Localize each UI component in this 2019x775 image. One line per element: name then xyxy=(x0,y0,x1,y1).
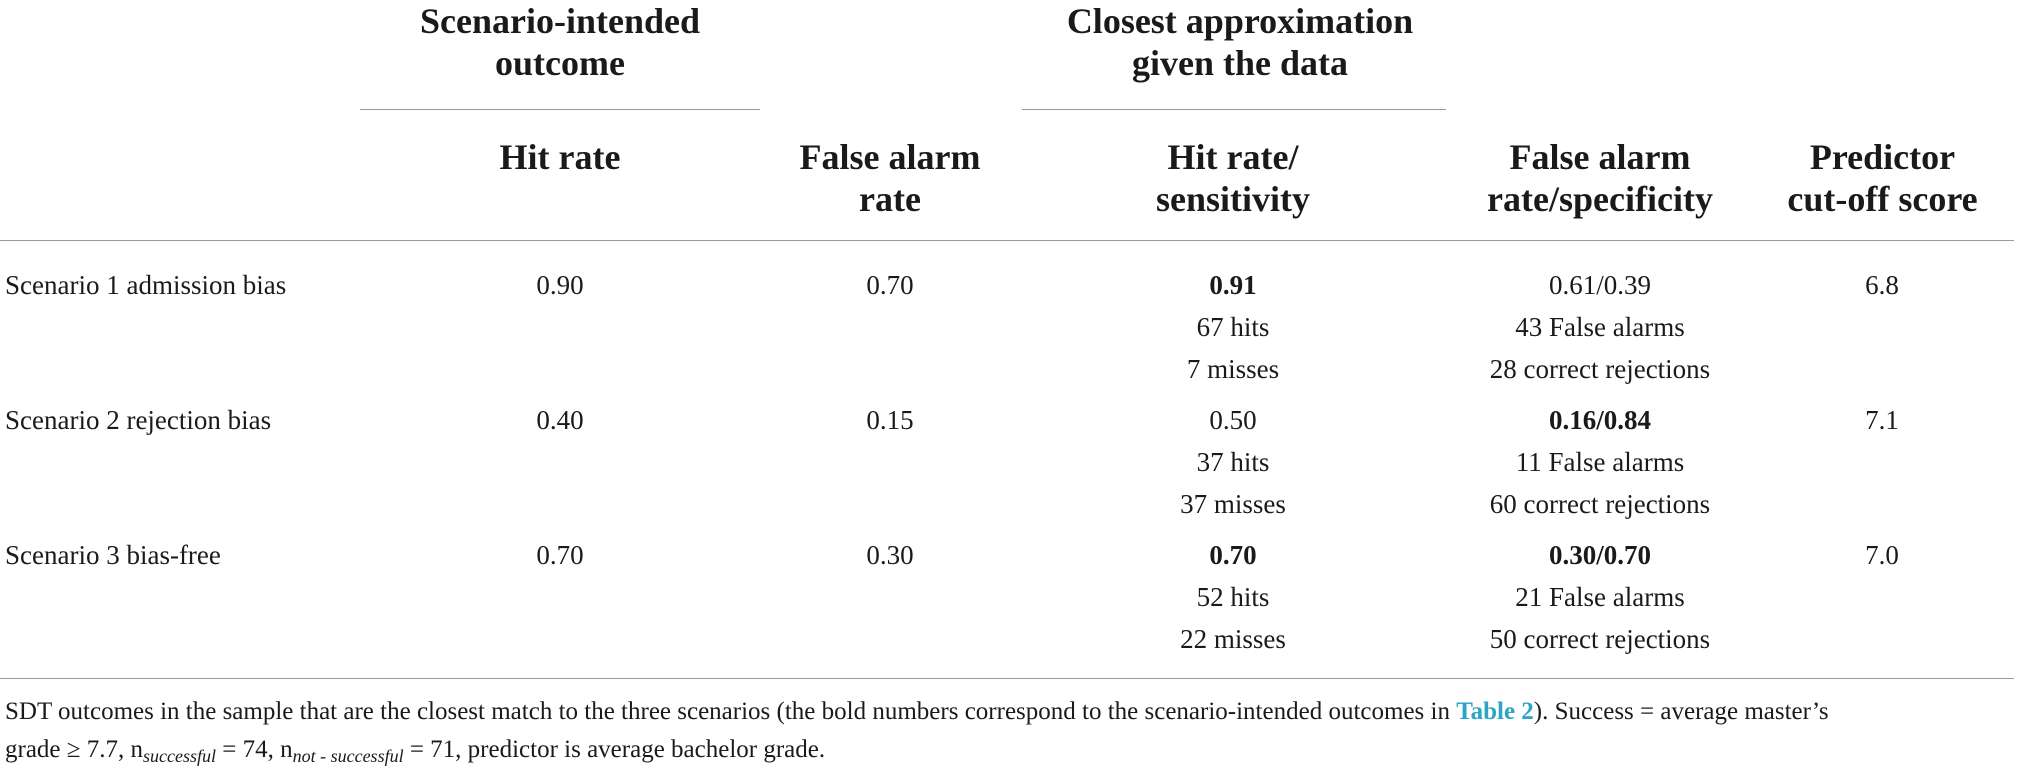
caption-subscript: not - successful xyxy=(292,746,404,766)
cell-hit-rate: 0.70 xyxy=(536,540,584,570)
cell-value: 52 hits xyxy=(1196,582,1270,612)
cell-hit-rate: 0.90 xyxy=(536,270,584,300)
cell-value: 0.70 xyxy=(1209,540,1257,570)
cell-value: 0.61/0.39 xyxy=(1548,270,1651,300)
group-header-scenario-intended xyxy=(360,0,760,84)
col-header-hit-rate xyxy=(410,136,710,178)
row-label: Scenario 3 bias-free xyxy=(5,540,221,570)
cell-value: 11 False alarms xyxy=(1515,447,1685,477)
caption-text: = 71, predictor is average bachelor grade. xyxy=(403,736,826,763)
cell-hit-sensitivity xyxy=(1083,534,1383,660)
cell-value: 0.91 xyxy=(1209,270,1257,300)
cell-cutoff: 6.8 xyxy=(1865,270,1899,300)
col-header-line: Hit rate/ xyxy=(1167,137,1299,177)
group-rule-closest-approximation xyxy=(1022,109,1446,110)
cell-value: 0.30/0.70 xyxy=(1548,540,1651,570)
col-header-hit-rate-sensitivity xyxy=(1083,136,1383,220)
cell-value: 21 False alarms xyxy=(1515,582,1685,612)
cell-value: 0.50 xyxy=(1209,405,1257,435)
col-header-line: False alarm xyxy=(799,137,981,177)
cell-value: 50 correct rejections xyxy=(1489,624,1711,654)
col-header-line: Predictor xyxy=(1809,137,1956,177)
cell-value: 0.16/0.84 xyxy=(1548,405,1651,435)
header-rule xyxy=(0,240,2014,241)
caption-line-2 xyxy=(5,731,2010,775)
cell-fa-specificity xyxy=(1430,264,1770,390)
col-header-line: rate xyxy=(859,179,921,219)
cell-value: 43 False alarms xyxy=(1515,312,1685,342)
table-caption xyxy=(5,693,2010,775)
col-header-false-alarm-rate xyxy=(740,136,1040,220)
col-header-cutoff xyxy=(1770,136,1995,220)
cell-value: 28 correct rejections xyxy=(1489,354,1711,384)
table-bottom-rule xyxy=(0,678,2014,679)
cell-false-alarm-rate: 0.15 xyxy=(866,405,914,435)
row-label: Scenario 2 rejection bias xyxy=(5,405,272,435)
cell-fa-specificity xyxy=(1430,399,1770,525)
col-header-line: rate/specificity xyxy=(1487,179,1713,219)
cell-value: 67 hits xyxy=(1196,312,1270,342)
col-header-fa-rate-specificity xyxy=(1430,136,1770,220)
group-header-line: Scenario-intended xyxy=(419,1,700,41)
cell-value: 37 hits xyxy=(1196,447,1270,477)
caption-text: ). Success = average master’s xyxy=(1533,698,1829,725)
group-header-closest-approximation xyxy=(1020,0,1460,84)
cell-value: 60 correct rejections xyxy=(1489,489,1711,519)
cell-hit-rate: 0.40 xyxy=(536,405,584,435)
cell-value: 37 misses xyxy=(1180,489,1286,519)
col-header-line: False alarm xyxy=(1509,137,1691,177)
caption-text: = 74, n xyxy=(215,736,293,763)
cell-value: 22 misses xyxy=(1180,624,1286,654)
caption-line-1 xyxy=(5,693,2010,731)
cell-cutoff: 7.1 xyxy=(1865,405,1899,435)
row-label: Scenario 1 admission bias xyxy=(5,270,287,300)
caption-text: SDT outcomes in the sample that are the closest match to the three scenarios (the bold numbers correspond to the scenario-intended outcomes in xyxy=(5,698,1457,725)
caption-text: grade ≥ 7.7, n xyxy=(5,736,143,763)
col-header-line: Hit rate xyxy=(499,137,621,177)
cell-false-alarm-rate: 0.30 xyxy=(866,540,914,570)
table-2-link[interactable]: Table 2 xyxy=(1456,698,1534,725)
group-header-line: given the data xyxy=(1132,43,1348,83)
col-header-line: cut-off score xyxy=(1787,179,1978,219)
cell-hit-sensitivity xyxy=(1083,264,1383,390)
cell-fa-specificity xyxy=(1430,534,1770,660)
cell-hit-sensitivity xyxy=(1083,399,1383,525)
cell-cutoff: 7.0 xyxy=(1865,540,1899,570)
caption-subscript: successful xyxy=(143,746,216,766)
group-header-line: Closest approximation xyxy=(1066,1,1414,41)
cell-false-alarm-rate: 0.70 xyxy=(866,270,914,300)
group-rule-scenario-intended xyxy=(360,109,760,110)
cell-value: 7 misses xyxy=(1186,354,1280,384)
col-header-line: sensitivity xyxy=(1155,179,1310,219)
group-header-line: outcome xyxy=(495,43,625,83)
